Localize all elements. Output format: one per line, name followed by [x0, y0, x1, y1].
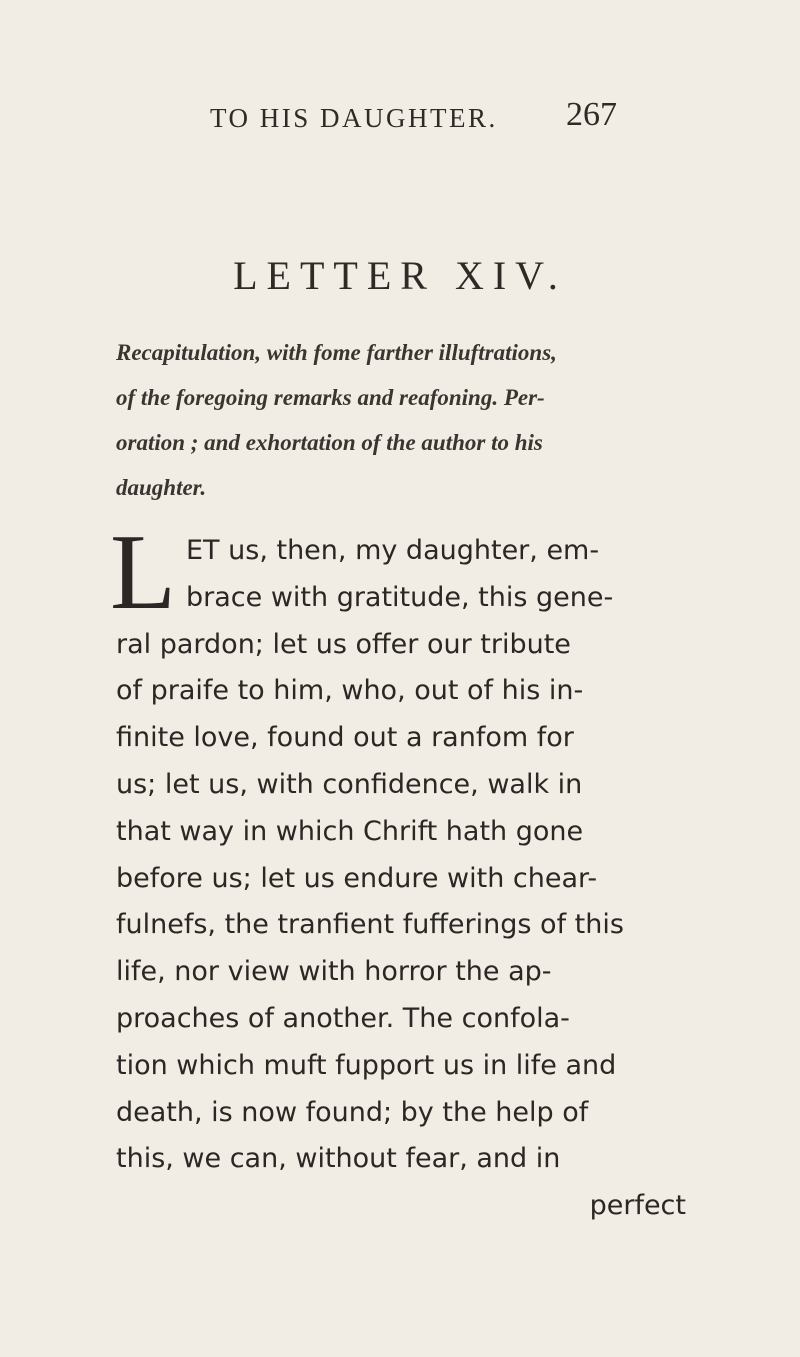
body-line: ral pardon; let us offer our tribute	[116, 628, 571, 660]
running-head: TO HIS DAUGHTER.	[210, 103, 498, 133]
catchword: perfect	[589, 1190, 686, 1222]
body-line: proaches of another. The confola-	[116, 1002, 570, 1034]
body-line: this, we can, without fear, and in	[116, 1143, 561, 1175]
letter-title: LETTER XIV.	[233, 253, 567, 298]
body-line: us; let us, with confidence, walk in	[116, 768, 583, 800]
summary-line: of the foregoing remarks and reafoning. Per-	[116, 385, 545, 410]
body-line: ET us, then, my daughter, em-	[186, 535, 600, 566]
body-line: tion which muft fupport us in life and	[116, 1049, 617, 1081]
body-line: death, is now found; by the help of	[116, 1096, 589, 1128]
body-line: before us; let us endure with chear-	[116, 862, 598, 894]
page-number: 267	[566, 96, 617, 133]
letter-body	[116, 528, 716, 1230]
drop-cap: L	[110, 513, 176, 632]
summary-line: Recapitulation, with fome farther illuftrations,	[116, 340, 557, 365]
summary-line: oration ; and exhortation of the author to his	[116, 430, 543, 455]
body-line: finite love, found out a ranfom for	[116, 722, 574, 754]
summary-line: daughter.	[116, 475, 207, 500]
body-line: fulnefs, the tranfient fufferings of this	[116, 909, 624, 941]
body-line: life, nor view with horror the ap-	[116, 956, 552, 988]
letter-summary	[116, 330, 706, 510]
body-line: that way in which Chrift hath gone	[116, 815, 584, 847]
body-line: of praife to him, who, out of his in-	[116, 675, 584, 707]
body-line: brace with gratitude, this gene-	[186, 581, 614, 613]
